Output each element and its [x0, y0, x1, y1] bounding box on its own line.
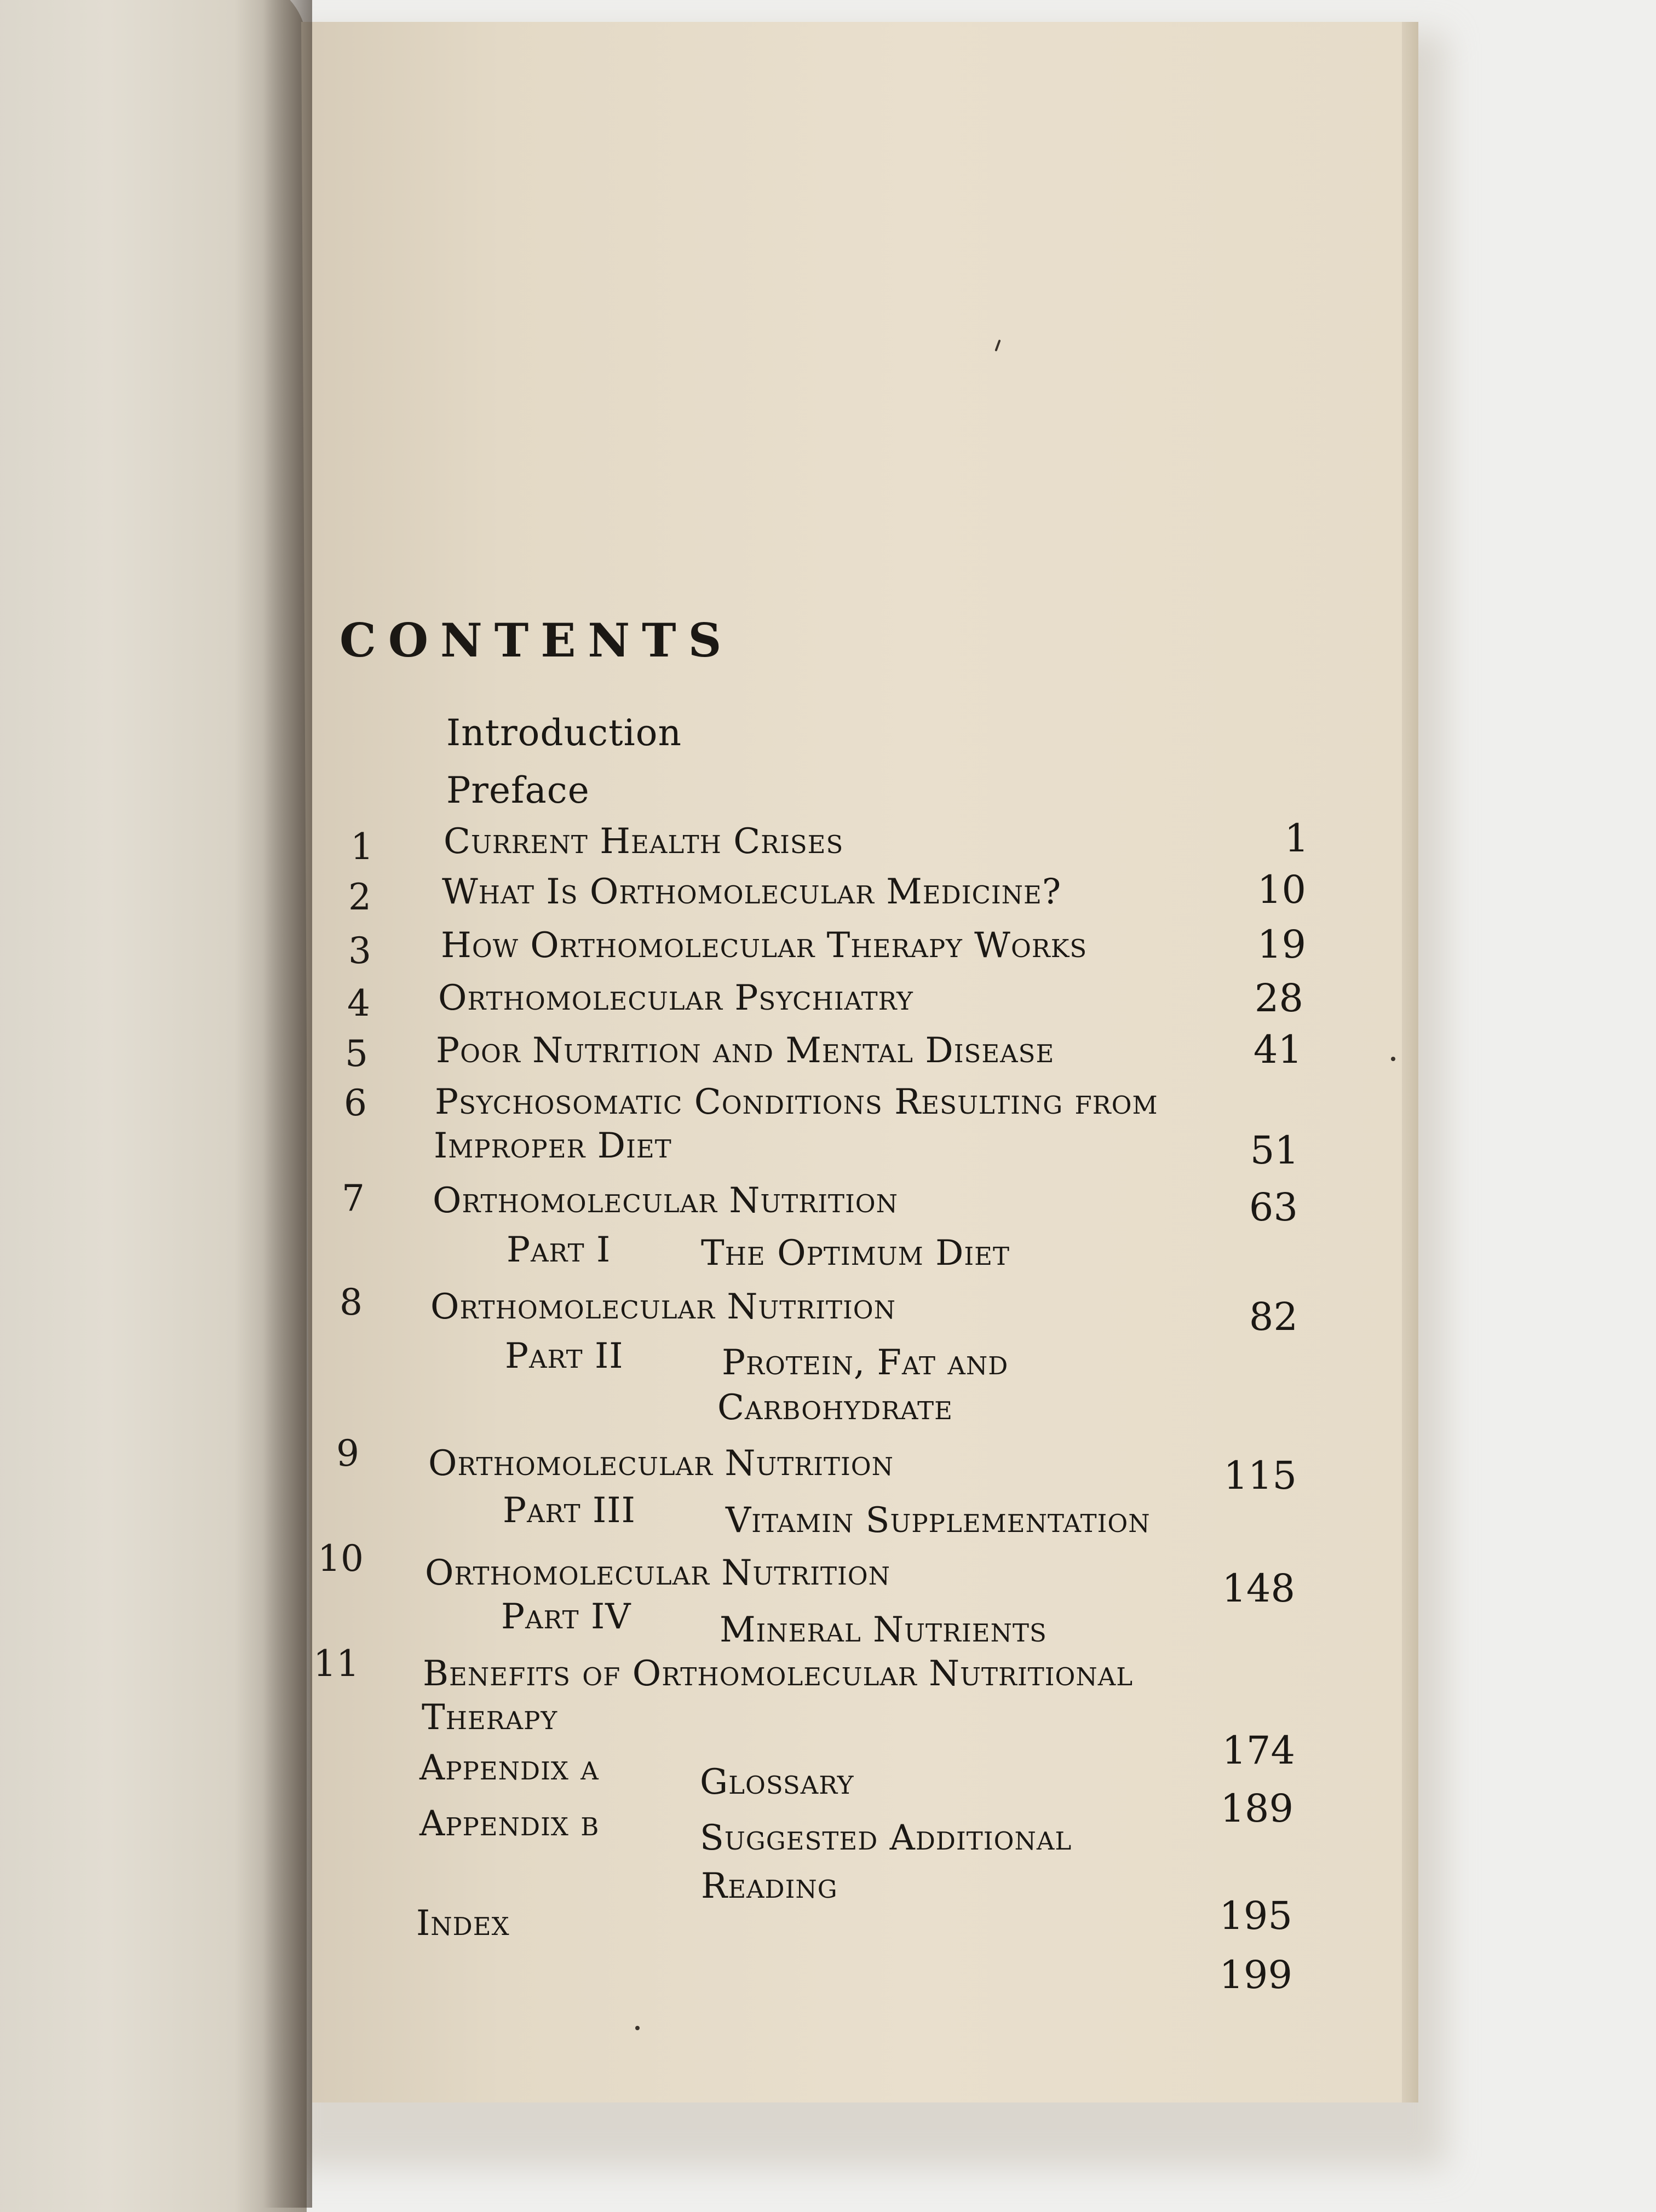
paper-speck [635, 2026, 640, 2030]
toc-part-label: Part II [505, 1336, 624, 1376]
toc-title: Orthomolecular Nutrition [428, 1443, 894, 1484]
toc-title-continued: Improper Diet [434, 1126, 672, 1166]
toc-title: Appendix a [419, 1748, 599, 1788]
toc-subtitle-continued: Reading [701, 1866, 838, 1906]
toc-page-number: 51 [1250, 1128, 1299, 1173]
toc-chapter-number: 2 [348, 876, 371, 918]
toc-page-number: 115 [1223, 1453, 1297, 1498]
toc-title-continued: Therapy [422, 1697, 558, 1738]
toc-page-number: 1 [1284, 816, 1309, 861]
toc-part-label: Part IV [501, 1597, 631, 1637]
toc-page-number: 28 [1254, 976, 1303, 1021]
toc-title: Orthomolecular Nutrition [433, 1180, 899, 1221]
toc-title: Benefits of Orthomolecular Nutritional [423, 1654, 1134, 1694]
toc-subtitle: Vitamin Supplementation [726, 1500, 1151, 1541]
toc-chapter-number: 1 [350, 826, 373, 868]
toc-title: Appendix b [419, 1804, 600, 1844]
toc-chapter-number: 4 [347, 982, 370, 1024]
toc-title: Preface [446, 769, 590, 811]
toc-subtitle: Glossary [700, 1762, 854, 1802]
toc-title: How Orthomolecular Therapy Works [441, 925, 1088, 966]
toc-chapter-number: 6 [344, 1082, 367, 1124]
toc-page-number: 148 [1222, 1566, 1295, 1611]
toc-page-number: 41 [1253, 1027, 1302, 1072]
toc-title: Psychosomatic Conditions Resulting from [435, 1082, 1158, 1122]
toc-page-number: 195 [1219, 1893, 1292, 1938]
contents-heading: CONTENTS [340, 613, 734, 667]
toc-page-number: 174 [1222, 1728, 1295, 1773]
toc-page-number: 63 [1249, 1185, 1298, 1230]
toc-page-number: 19 [1257, 922, 1306, 967]
toc-title: Orthomolecular Nutrition [425, 1553, 891, 1593]
toc-title: Poor Nutrition and Mental Disease [436, 1030, 1055, 1071]
toc-chapter-number: 10 [318, 1537, 364, 1580]
toc-subtitle: The Optimum Diet [701, 1233, 1010, 1274]
toc-part-label: Part III [503, 1490, 636, 1531]
toc-chapter-number: 11 [313, 1643, 359, 1685]
toc-title: What Is Orthomolecular Medicine? [442, 872, 1062, 912]
toc-chapter-number: 5 [345, 1033, 368, 1075]
toc-page-number: 189 [1220, 1786, 1293, 1831]
toc-page-number: 199 [1219, 1952, 1292, 1997]
toc-subtitle: Protein, Fat and [722, 1343, 1009, 1383]
toc-page-number: 82 [1249, 1294, 1298, 1339]
toc-title: Orthomolecular Psychiatry [438, 978, 913, 1018]
toc-chapter-number: 7 [342, 1177, 365, 1219]
toc-chapter-number: 9 [336, 1432, 359, 1474]
toc-title: Index [416, 1903, 510, 1944]
paper-speck [1391, 1057, 1395, 1061]
toc-part-label: Part I [507, 1230, 611, 1270]
toc-subtitle: Mineral Nutrients [720, 1610, 1047, 1650]
toc-page-number: 10 [1257, 867, 1306, 912]
toc-chapter-number: 3 [348, 930, 371, 972]
toc-title: Introduction [446, 712, 682, 754]
toc-chapter-number: 8 [340, 1281, 363, 1323]
paper-speck [994, 339, 1001, 352]
toc-subtitle-continued: Carbohydrate [717, 1387, 953, 1428]
toc-subtitle: Suggested Additional [700, 1818, 1072, 1858]
toc-title: Orthomolecular Nutrition [430, 1287, 896, 1327]
toc-title: Current Health Crises [444, 821, 844, 862]
